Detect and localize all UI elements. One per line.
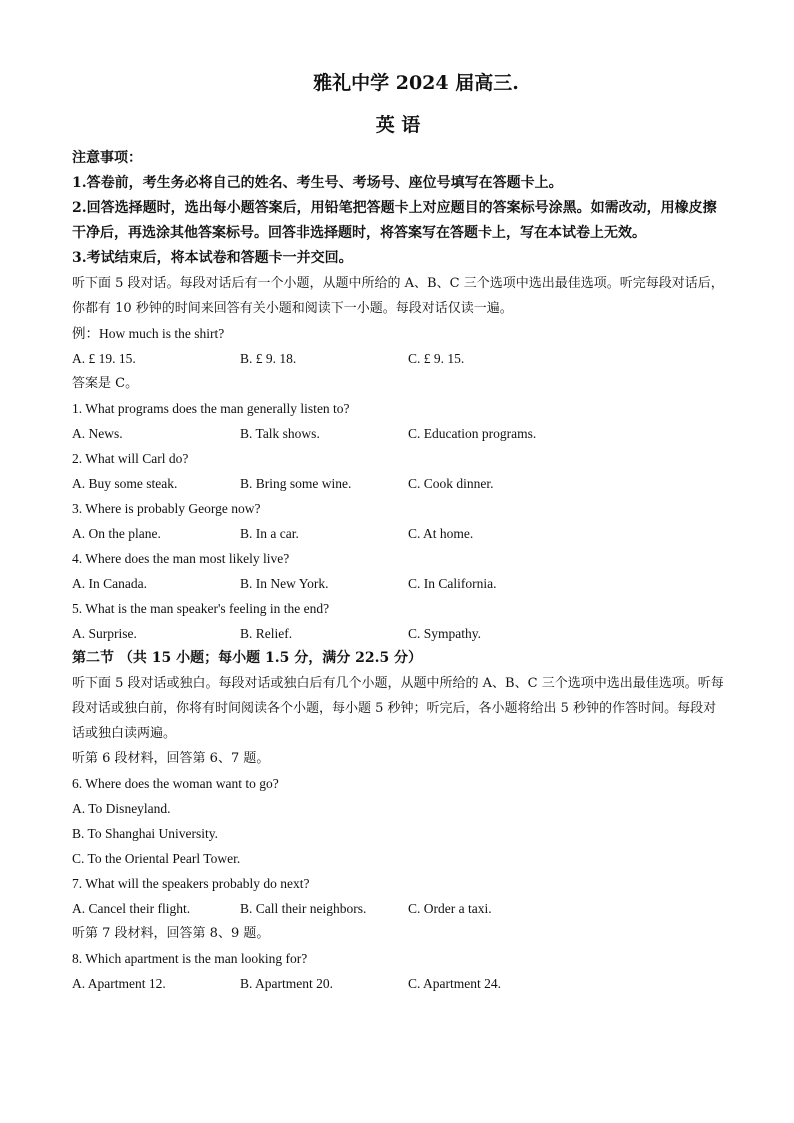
- option-b: B. In a car.: [240, 526, 299, 541]
- option-b: B. In New York.: [240, 576, 329, 591]
- option-c: C. Apartment 24.: [408, 976, 501, 991]
- question-8: 8. Which apartment is the man looking for?: [72, 951, 308, 966]
- question-1: 1. What programs does the man generally listen to?: [72, 401, 350, 416]
- option-b: B. Apartment 20.: [240, 976, 333, 991]
- subject-title: 英 语: [375, 114, 421, 136]
- option-c: C. Education programs.: [408, 426, 537, 441]
- notice-heading: 注意事项：: [72, 150, 142, 166]
- example-option-c: C. £ 9. 15.: [408, 351, 465, 366]
- option-c: C. In California.: [408, 576, 497, 591]
- notice-item-1: 1.答卷前，考生务必将自己的姓名、考生号、考场号、座位号填写在答题卡上。: [72, 175, 563, 191]
- question-3: 3. Where is probably George now?: [72, 501, 261, 516]
- material-6-heading: 听第 6 段材料，回答第 6、7 题。: [72, 751, 270, 766]
- question-8-options: [72, 971, 724, 996]
- notice-item-3: 3.考试结束后，将本试卷和答题卡一并交回。: [72, 250, 353, 266]
- option-a: A. Cancel their flight.: [72, 901, 191, 916]
- option-c: C. Sympathy.: [408, 626, 482, 641]
- section1-instructions: 听下面 5 段对话。每段对话后有一个小题，从题中所给的 A、B、C 三个选项中选出最佳选项。听完每段对话后，你都有 10 秒钟的时间来回答有关小题和阅读下一小题。每段对话仅读一遍。: [72, 276, 724, 316]
- option-c: C. Order a taxi.: [408, 901, 492, 916]
- section2-instructions: 听下面 5 段对话或独白。每段对话或独白后有几个小题，从题中所给的 A、B、C 三个选项中选出最佳选项。听每段对话或独白前，你将有时间阅读各个小题，每小题 5 秒钟；听完后，各小题将给出 5 秒钟的作答时间。每段对话或独白读两遍。: [72, 676, 724, 741]
- question-2-options: [72, 471, 724, 496]
- question-5: 5. What is the man speaker's feeling in the end?: [72, 601, 330, 616]
- option-a: A. Surprise.: [72, 626, 137, 641]
- option-b: B. Relief.: [240, 626, 293, 641]
- option-b: B. Call their neighbors.: [240, 901, 367, 916]
- example-answer: 答案是 C。: [72, 376, 139, 391]
- option-c: C. At home.: [408, 526, 474, 541]
- question-5-options: [72, 621, 724, 646]
- option-b: B. Bring some wine.: [240, 476, 352, 491]
- question-4-options: [72, 571, 724, 596]
- option-a: A. Apartment 12.: [72, 976, 166, 991]
- example-option-a: A. £ 19. 15.: [72, 351, 136, 366]
- example-question: 例：How much is the shirt?: [72, 326, 225, 341]
- option-b: B. Talk shows.: [240, 426, 320, 441]
- example-options: [72, 346, 724, 371]
- option-a: A. On the plane.: [72, 526, 161, 541]
- option-a: A. In Canada.: [72, 576, 147, 591]
- section2-heading: 第二节 （共 15 小题；每小题 1.5 分，满分 22.5 分）: [72, 650, 423, 666]
- question-4: 4. Where does the man most likely live?: [72, 551, 290, 566]
- exam-page: [72, 70, 724, 996]
- question-6-option-c: C. To the Oriental Pearl Tower.: [72, 851, 241, 866]
- question-6: 6. Where does the woman want to go?: [72, 776, 279, 791]
- option-c: C. Cook dinner.: [408, 476, 494, 491]
- question-3-options: [72, 521, 724, 546]
- question-7: 7. What will the speakers probably do next?: [72, 876, 310, 891]
- question-7-options: [72, 896, 724, 921]
- question-6-option-b: B. To Shanghai University.: [72, 826, 219, 841]
- material-7-heading: 听第 7 段材料，回答第 8、9 题。: [72, 926, 270, 941]
- question-2: 2. What will Carl do?: [72, 451, 189, 466]
- example-option-b: B. £ 9. 18.: [240, 351, 297, 366]
- option-a: A. Buy some steak.: [72, 476, 178, 491]
- notice-item-2: 2.回答选择题时，选出每小题答案后，用铅笔把答题卡上对应题目的答案标号涂黑。如需改动，用橡皮擦干净后，再选涂其他答案标号。回答非选择题时，将答案写在答题卡上，写在本试卷上无效。: [72, 200, 717, 241]
- question-1-options: [72, 421, 724, 446]
- option-a: A. News.: [72, 426, 123, 441]
- question-6-option-a: A. To Disneyland.: [72, 801, 171, 816]
- exam-title: 雅礼中学 2024 届高三.: [313, 72, 519, 94]
